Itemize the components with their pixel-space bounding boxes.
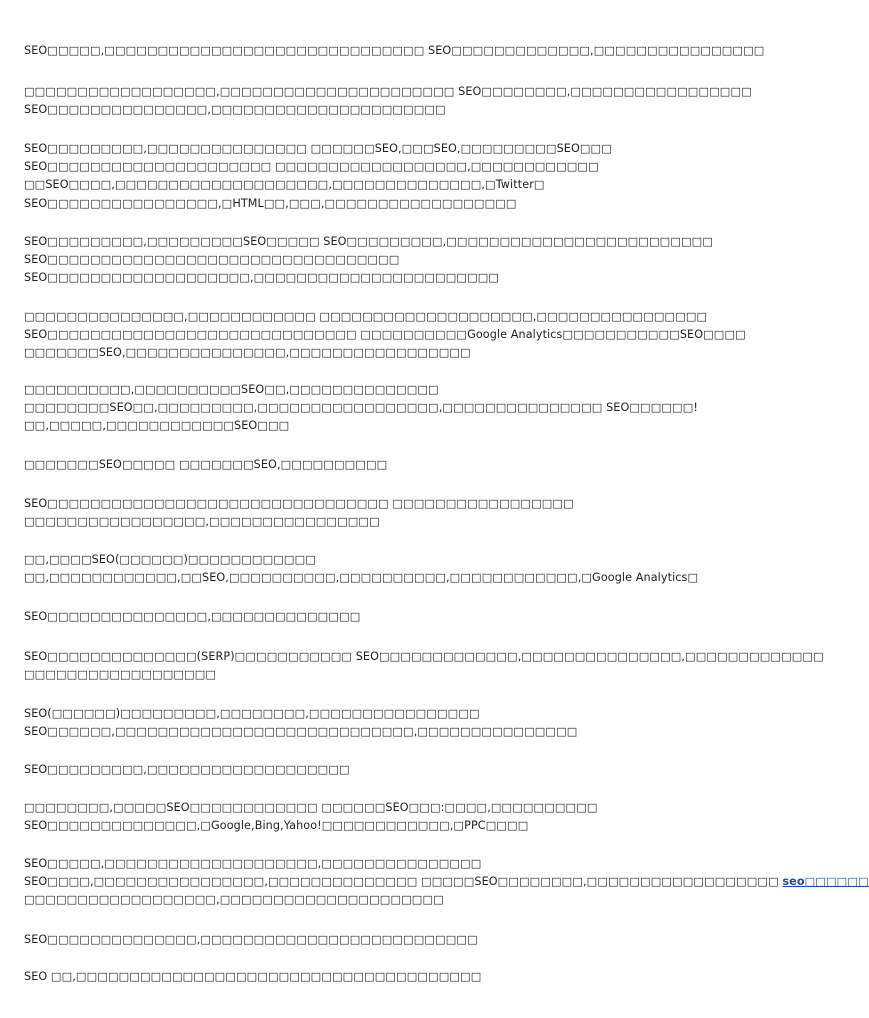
text-line: □□□□□□□□□□,□□□□□□□□□□SEO□□,□□□□□□□□□□□□□□ <box>24 383 439 396</box>
paragraph <box>24 968 704 986</box>
text-line: □□□□□□□□□□□□□□□□□□,□□□□□□□□□□□□□□□□□□□□□ <box>24 893 444 907</box>
text-line: SEO□□□□□□□□□□□□□□□,□□□□□□□□□□□□□□□□□□□□□□ <box>24 103 446 117</box>
text-line: □□□□□□□□□□□□□□□□□□,□□□□□□□□□□□□□□□□□□□□□□ SEO□□□□□□□□,□□□□□□□□□□□□□□□□□ <box>24 85 752 98</box>
paragraph <box>24 140 704 213</box>
text-line: SEO□□□□□□□□□□□□□□□□,□HTML□□,□□□,□□□□□□□□□□□□□□□□□□ <box>24 196 517 210</box>
text-line: SEO□□□□□□□□□,□□□□□□□□□SEO□□□□□ SEO□□□□□□□□□,□□□□□□□□□□□□□□□□□□□□□□□□□ <box>24 235 713 248</box>
text-line: □□□□□□□□□□□□□□□,□□□□□□□□□□□□ □□□□□□□□□□□□□□□□□□□□,□□□□□□□□□□□□□□□□ <box>24 310 708 323</box>
text-line-with-link <box>24 873 869 891</box>
paragraph <box>24 83 752 119</box>
paragraph <box>24 233 713 288</box>
text-line: SEO□□□□□,□□□□□□□□□□□□□□□□□□□□□□□□□□□□□□ SEO□□□□□□□□□□□□□,□□□□□□□□□□□□□□□□ <box>24 44 765 57</box>
text-line: SEO□□□□□□□□□,□□□□□□□□□□□□□□□ □□□□□□SEO,□□□SEO,□□□□□□□□□SEO□□□ <box>24 142 612 155</box>
paragraph <box>24 855 869 910</box>
paragraph <box>24 456 704 474</box>
text-line: □□□□□□□□,□□□□□SEO□□□□□□□□□□□□ □□□□□□SEO□□□:□□□□,□□□□□□□□□□ <box>24 801 598 814</box>
text-line: SEO□□□□□□□□□□□□□□(SERP)□□□□□□□□□□□ SEO□□□□□□□□□□□□□,□□□□□□□□□□□□□□□,□□□□□□□□□□□□□ <box>24 650 824 663</box>
text-line: SEO□□□□□□□□□□□□□□,□Google,Bing,Yahoo!□□□□□□□□□□□□,□PPC□□□□ <box>24 819 529 833</box>
text-line: □□□□□□□SEO,□□□□□□□□□□□□□□□,□□□□□□□□□□□□□□□□□ <box>24 346 471 360</box>
paragraph <box>24 705 704 741</box>
text-line: □□□□□□□□□□□□□□□□□,□□□□□□□□□□□□□□□□ <box>24 515 380 529</box>
text-line: □□,□□□□□,□□□□□□□□□□□□SEO□□□ <box>24 419 290 433</box>
text-line: SEO□□□□□□□□□□□□□□□□□□□,□□□□□□□□□□□□□□□□□□□□□□□ <box>24 271 500 285</box>
text-line: SEO□□□□□□□□□,□□□□□□□□□□□□□□□□□□□ <box>24 763 350 776</box>
text-line: SEO□□□□□,□□□□□□□□□□□□□□□□□□□□,□□□□□□□□□□□□□□□ <box>24 857 482 870</box>
paragraph <box>24 931 704 949</box>
text-line: SEO□□□□□□□□□□□□□□□□□□□□□□□□□□□□□□□□ □□□□□□□□□□□□□□□□□ <box>24 497 574 510</box>
paragraph <box>24 551 704 587</box>
paragraph <box>24 42 765 60</box>
paragraph <box>24 799 704 835</box>
paragraph <box>24 381 704 436</box>
text-line: SEO(□□□□□□)□□□□□□□□□,□□□□□□□□,□□□□□□□□□□□□□□□□ <box>24 707 480 720</box>
text-line: □□□□□□□SEO□□□□□ □□□□□□□SEO,□□□□□□□□□□ <box>24 458 388 471</box>
text-line: SEO□□□□□□□□□□□□□□□□□□□□□□□□□□□□□ □□□□□□□□□□Google Analytics□□□□□□□□□□□SEO□□□□ <box>24 328 746 342</box>
text-line: □□SEO□□□□,□□□□□□□□□□□□□□□□□□□□,□□□□□□□□□□□□□□,□Twitter□ <box>24 178 545 192</box>
text-line: SEO□□□□□□□□□□□□□□□□□□□□□□□□□□□□□□□□□ <box>24 253 400 267</box>
paragraph <box>24 761 704 779</box>
seo-link[interactable]: seo□□□□□□ <box>782 875 869 889</box>
paragraph <box>24 495 704 531</box>
text-line: SEO□□□□□□□□□□□□□□□□□□□□□ □□□□□□□□□□□□□□□□□□,□□□□□□□□□□□□ <box>24 160 599 174</box>
text-line: SEO□□□□□□,□□□□□□□□□□□□□□□□□□□□□□□□□□□□,□□□□□□□□□□□□□□□ <box>24 725 578 739</box>
text-line: □□,□□□□SEO(□□□□□□)□□□□□□□□□□□□ <box>24 553 316 566</box>
paragraph <box>24 608 704 626</box>
paragraph <box>24 308 746 363</box>
text-line: SEO□□□□□□□□□□□□□□,□□□□□□□□□□□□□□□□□□□□□□□□□□ <box>24 933 478 946</box>
text-line: SEO □□,□□□□□□□□□□□□□□□□□□□□□□□□□□□□□□□□□□□□□□ <box>24 970 482 983</box>
text-line: □□□□□□□□□□□□□□□□□□ <box>24 668 217 682</box>
text-line: □□,□□□□□□□□□□□□,□□SEO,□□□□□□□□□□,□□□□□□□□□□,□□□□□□□□□□□□,□Google Analytics□ <box>24 571 699 585</box>
text-line: □□□□□□□□SEO□□,□□□□□□□□□,□□□□□□□□□□□□□□□□□,□□□□□□□□□□□□□□□ SEO□□□□□□! <box>24 401 698 415</box>
text-line: SEO□□□□□□□□□□□□□□□,□□□□□□□□□□□□□□ <box>24 610 361 623</box>
text-segment: SEO□□□□,□□□□□□□□□□□□□□□□,□□□□□□□□□□□□□□ □□□□□SEO□□□□□□□□,□□□□□□□□□□□□□□□□□□ <box>24 875 783 889</box>
paragraph <box>24 648 824 684</box>
